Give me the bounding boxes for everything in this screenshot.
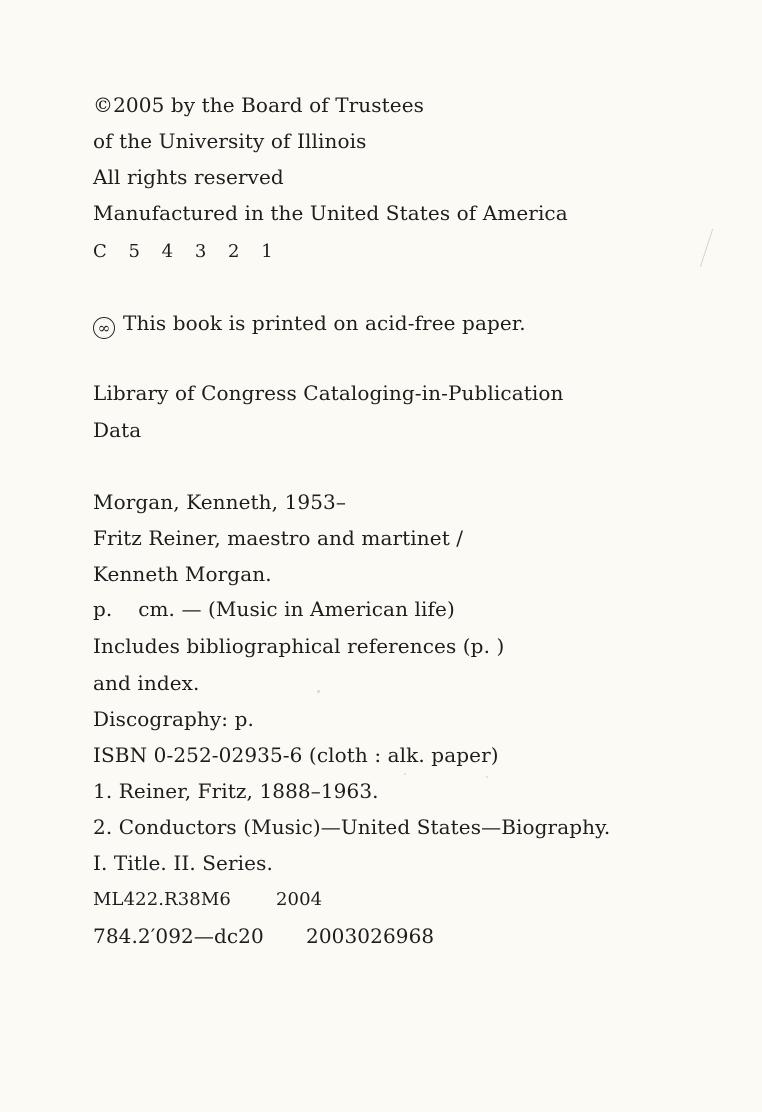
acid-free-text: This book is printed on acid-free paper. <box>123 311 526 335</box>
cip-subject-2: 2. Conductors (Music)—United States—Biography. <box>93 815 611 839</box>
cip-author: Morgan, Kenneth, 1953– <box>93 490 346 514</box>
cip-bibliography: Includes bibliographical references (p. ) <box>93 634 505 658</box>
lc-year: 2004 <box>276 889 323 910</box>
infinity-in-circle-icon: ∞ <box>93 317 115 339</box>
acid-free-note <box>93 311 526 339</box>
lc-call-number: ML422.R38M6 <box>93 889 231 910</box>
printer-key: C 5 4 3 2 1 <box>93 241 281 262</box>
lccn: 2003026968 <box>306 924 435 948</box>
paper-speck <box>404 773 406 775</box>
lc-call-number-row <box>93 888 323 912</box>
cip-title-series: I. Title. II. Series. <box>93 851 273 875</box>
cip-heading-continued: Data <box>93 418 142 442</box>
rights-line: All rights reserved <box>93 165 284 189</box>
cip-author-statement: Kenneth Morgan. <box>93 562 272 586</box>
dewey-row <box>93 924 435 948</box>
cip-title: Fritz Reiner, maestro and martinet / <box>93 526 464 550</box>
paper-speck <box>486 776 488 778</box>
manufactured-line: Manufactured in the United States of America <box>93 201 568 225</box>
cip-index: and index. <box>93 671 200 695</box>
cip-collation: p. cm. — (Music in American life) <box>93 597 455 621</box>
cip-subject-1: 1. Reiner, Fritz, 1888–1963. <box>93 779 379 803</box>
cip-isbn: ISBN 0-252-02935-6 (cloth : alk. paper) <box>93 743 499 767</box>
paper-speck <box>317 690 320 693</box>
copyright-line: ©2005 by the Board of Trustees <box>93 93 425 117</box>
cip-heading: Library of Congress Cataloging-in-Publication <box>93 381 564 405</box>
paper-mark <box>700 229 713 267</box>
copyright-holder-line: of the University of Illinois <box>93 129 367 153</box>
dewey-number: 784.2′092—dc20 <box>93 924 264 948</box>
cip-discography: Discography: p. <box>93 707 254 731</box>
